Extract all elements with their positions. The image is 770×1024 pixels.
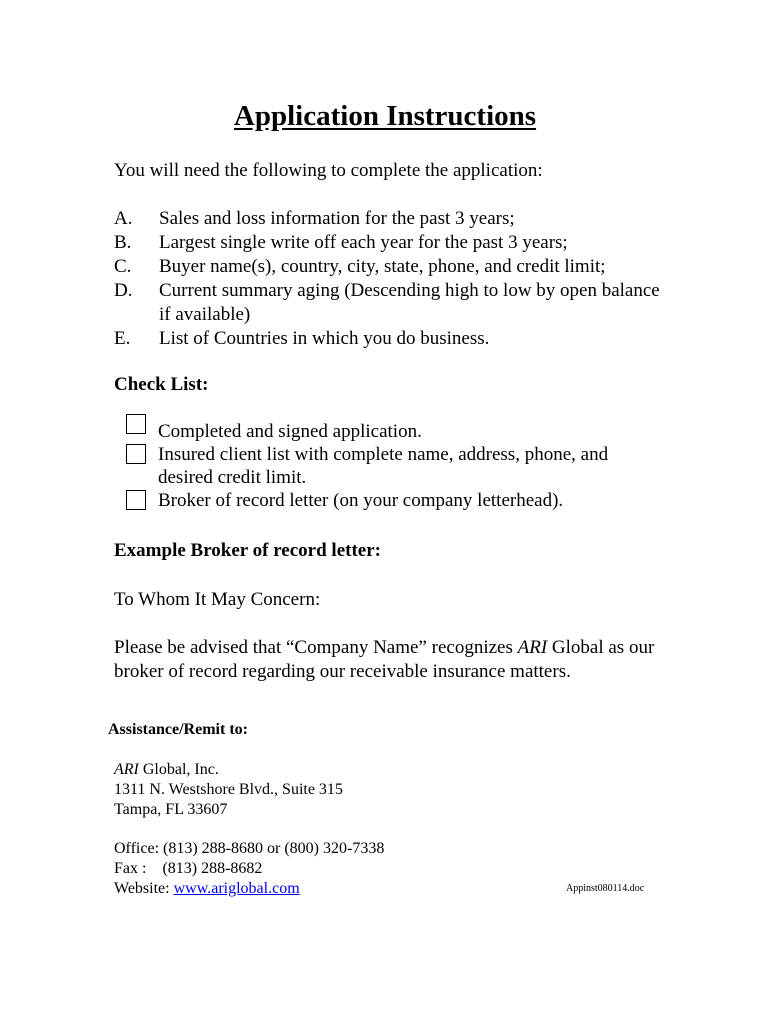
- list-item-text: List of Countries in which you do business.: [159, 328, 490, 349]
- list-item-letter: C.: [114, 256, 132, 277]
- contact-block: [114, 760, 384, 899]
- checkbox[interactable]: [126, 444, 146, 464]
- letter-salutation: To Whom It May Concern:: [114, 589, 321, 610]
- company-name: [114, 760, 384, 780]
- intro-text: You will need the following to complete the application:: [114, 160, 543, 181]
- list-item-text: Current summary aging (Descending high to low by open balance if available): [159, 280, 660, 325]
- list-item-text: Largest single write off each year for the past 3 years;: [159, 232, 568, 253]
- letter-body: [114, 636, 674, 684]
- requirements-list: [114, 207, 674, 351]
- letter-body-suffix: Global as our broker of record regarding our receivable insurance matters.: [114, 637, 655, 682]
- list-item: [114, 255, 674, 279]
- list-item-letter: E.: [114, 328, 131, 349]
- list-item: [114, 327, 674, 351]
- list-item-letter: A.: [114, 208, 133, 229]
- address-line: 1311 N. Westshore Blvd., Suite 315: [114, 781, 343, 798]
- company-name-italic: ARI: [114, 761, 139, 778]
- list-item: [114, 279, 674, 327]
- list-item-letter: D.: [114, 280, 133, 301]
- list-item-letter: B.: [114, 232, 132, 253]
- office-phone: Office: (813) 288-8680 or (800) 320-7338: [114, 840, 385, 857]
- website-label: Website:: [114, 880, 174, 897]
- checklist-item-label: Completed and signed application.: [158, 421, 422, 442]
- checklist-item: [126, 443, 666, 489]
- assistance-heading: Assistance/Remit to:: [108, 721, 248, 738]
- checklist-item: [126, 420, 666, 443]
- document-reference: Appinst080114.doc: [566, 883, 645, 894]
- address-city: Tampa, FL 33607: [114, 801, 228, 818]
- list-item-text: Sales and loss information for the past 3 years;: [159, 208, 515, 229]
- checklist-item-label: Broker of record letter (on your company letterhead).: [158, 490, 564, 511]
- letter-body-company: ARI: [517, 637, 548, 658]
- checklist-item: [126, 489, 666, 512]
- checkbox[interactable]: [126, 414, 146, 434]
- website-line: [114, 879, 384, 899]
- company-name-rest: Global, Inc.: [138, 761, 219, 778]
- example-heading: Example Broker of record letter:: [114, 540, 381, 561]
- list-item-text: Buyer name(s), country, city, state, phone, and credit limit;: [159, 256, 606, 277]
- checkbox[interactable]: [126, 490, 146, 510]
- checklist-heading: Check List:: [114, 374, 209, 395]
- website-link[interactable]: www.ariglobal.com: [173, 880, 300, 897]
- checklist: [126, 420, 666, 512]
- fax-number: Fax : (813) 288-8682: [114, 860, 263, 877]
- list-item: [114, 231, 674, 255]
- checklist-item-label: Insured client list with complete name, address, phone, and desired credit limit.: [158, 444, 609, 488]
- list-item: [114, 207, 674, 231]
- page-title: Application Instructions: [233, 100, 537, 132]
- letter-body-prefix: Please be advised that “Company Name” recognizes: [114, 637, 518, 658]
